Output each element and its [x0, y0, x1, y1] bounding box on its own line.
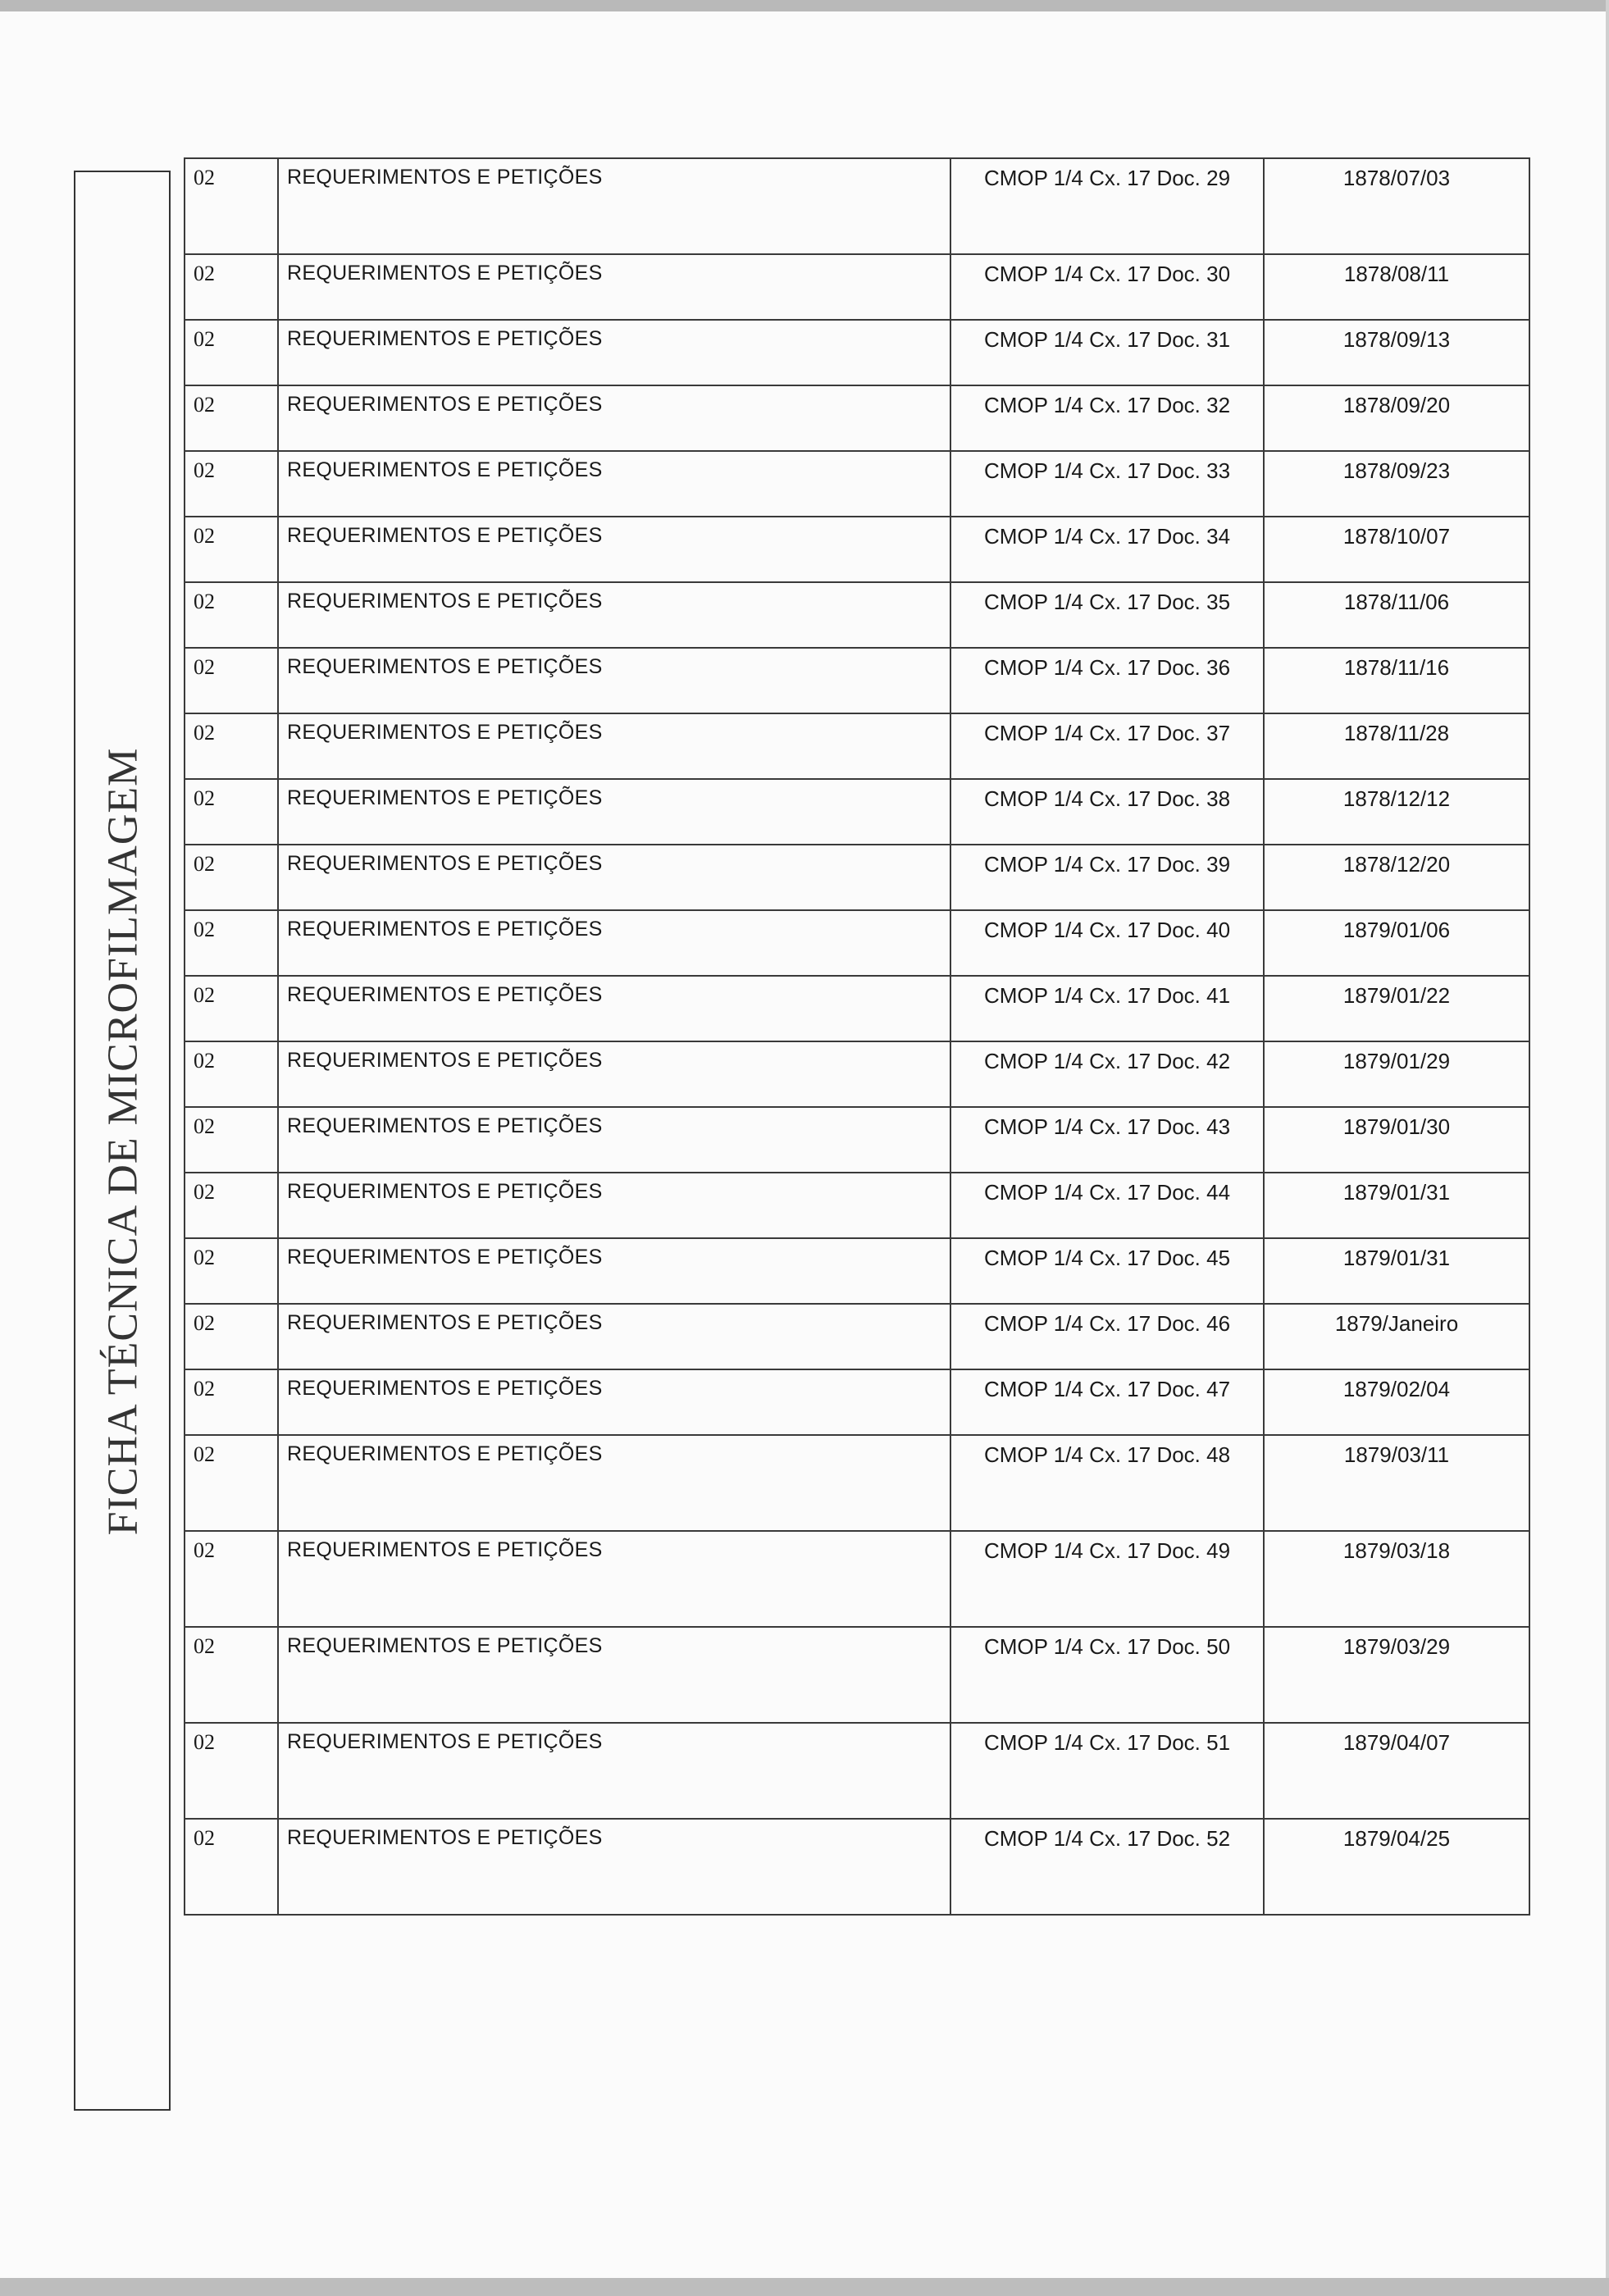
table-row — [185, 1435, 1529, 1531]
table-row — [185, 320, 1529, 385]
row-reference: CMOP 1/4 Cx. 17 Doc. 42 — [950, 1041, 1264, 1107]
row-date: 1879/03/18 — [1264, 1531, 1529, 1627]
row-subject: REQUERIMENTOS E PETIÇÕES — [278, 582, 950, 648]
row-reference: CMOP 1/4 Cx. 17 Doc. 33 — [950, 451, 1264, 517]
row-reference: CMOP 1/4 Cx. 17 Doc. 34 — [950, 517, 1264, 582]
table-row — [185, 582, 1529, 648]
row-code: 02 — [185, 320, 278, 385]
row-code: 02 — [185, 254, 278, 320]
row-date: 1879/02/04 — [1264, 1369, 1529, 1435]
row-subject: REQUERIMENTOS E PETIÇÕES — [278, 845, 950, 910]
row-code: 02 — [185, 385, 278, 451]
row-date: 1879/03/29 — [1264, 1627, 1529, 1723]
document-table — [184, 157, 1530, 1916]
row-code: 02 — [185, 976, 278, 1041]
document-table-body — [185, 158, 1529, 1915]
row-reference: CMOP 1/4 Cx. 17 Doc. 50 — [950, 1627, 1264, 1723]
row-code: 02 — [185, 582, 278, 648]
row-date: 1879/04/07 — [1264, 1723, 1529, 1819]
row-reference: CMOP 1/4 Cx. 17 Doc. 43 — [950, 1107, 1264, 1173]
table-row — [185, 1238, 1529, 1304]
table-row — [185, 1723, 1529, 1819]
row-date: 1878/09/13 — [1264, 320, 1529, 385]
row-reference: CMOP 1/4 Cx. 17 Doc. 51 — [950, 1723, 1264, 1819]
table-row — [185, 976, 1529, 1041]
table-row — [185, 845, 1529, 910]
row-date: 1878/09/23 — [1264, 451, 1529, 517]
row-subject: REQUERIMENTOS E PETIÇÕES — [278, 254, 950, 320]
row-date: 1879/01/30 — [1264, 1107, 1529, 1173]
row-subject: REQUERIMENTOS E PETIÇÕES — [278, 1238, 950, 1304]
scan-edge-bottom — [0, 2278, 1609, 2296]
row-code: 02 — [185, 1369, 278, 1435]
row-code: 02 — [185, 1173, 278, 1238]
row-subject: REQUERIMENTOS E PETIÇÕES — [278, 158, 950, 254]
row-code: 02 — [185, 1819, 278, 1915]
row-subject: REQUERIMENTOS E PETIÇÕES — [278, 517, 950, 582]
row-subject: REQUERIMENTOS E PETIÇÕES — [278, 320, 950, 385]
table-row — [185, 385, 1529, 451]
row-code: 02 — [185, 648, 278, 713]
row-subject: REQUERIMENTOS E PETIÇÕES — [278, 976, 950, 1041]
row-date: 1879/01/31 — [1264, 1173, 1529, 1238]
row-date: 1879/01/31 — [1264, 1238, 1529, 1304]
row-date: 1878/12/20 — [1264, 845, 1529, 910]
row-code: 02 — [185, 845, 278, 910]
row-code: 02 — [185, 1723, 278, 1819]
table-row — [185, 648, 1529, 713]
row-date: 1878/08/11 — [1264, 254, 1529, 320]
row-code: 02 — [185, 1435, 278, 1531]
row-date: 1879/04/25 — [1264, 1819, 1529, 1915]
table-row — [185, 158, 1529, 254]
row-subject: REQUERIMENTOS E PETIÇÕES — [278, 1041, 950, 1107]
row-subject: REQUERIMENTOS E PETIÇÕES — [278, 1435, 950, 1531]
table-row — [185, 1819, 1529, 1915]
row-date: 1878/09/20 — [1264, 385, 1529, 451]
row-subject: REQUERIMENTOS E PETIÇÕES — [278, 713, 950, 779]
row-subject: REQUERIMENTOS E PETIÇÕES — [278, 385, 950, 451]
row-reference: CMOP 1/4 Cx. 17 Doc. 46 — [950, 1304, 1264, 1369]
row-reference: CMOP 1/4 Cx. 17 Doc. 47 — [950, 1369, 1264, 1435]
row-reference: CMOP 1/4 Cx. 17 Doc. 32 — [950, 385, 1264, 451]
row-subject: REQUERIMENTOS E PETIÇÕES — [278, 910, 950, 976]
row-subject: REQUERIMENTOS E PETIÇÕES — [278, 451, 950, 517]
row-reference: CMOP 1/4 Cx. 17 Doc. 35 — [950, 582, 1264, 648]
row-reference: CMOP 1/4 Cx. 17 Doc. 38 — [950, 779, 1264, 845]
row-code: 02 — [185, 1531, 278, 1627]
row-subject: REQUERIMENTOS E PETIÇÕES — [278, 1173, 950, 1238]
row-reference: CMOP 1/4 Cx. 17 Doc. 44 — [950, 1173, 1264, 1238]
scan-edge-right — [1606, 0, 1609, 2296]
row-reference: CMOP 1/4 Cx. 17 Doc. 30 — [950, 254, 1264, 320]
row-date: 1878/12/12 — [1264, 779, 1529, 845]
row-reference: CMOP 1/4 Cx. 17 Doc. 52 — [950, 1819, 1264, 1915]
row-code: 02 — [185, 1238, 278, 1304]
row-reference: CMOP 1/4 Cx. 17 Doc. 48 — [950, 1435, 1264, 1531]
table-row — [185, 1531, 1529, 1627]
row-code: 02 — [185, 1107, 278, 1173]
scan-edge-top — [0, 0, 1609, 11]
table-row — [185, 910, 1529, 976]
row-code: 02 — [185, 1304, 278, 1369]
row-date: 1879/03/11 — [1264, 1435, 1529, 1531]
row-date: 1879/01/06 — [1264, 910, 1529, 976]
table-row — [185, 517, 1529, 582]
row-subject: REQUERIMENTOS E PETIÇÕES — [278, 1819, 950, 1915]
row-subject: REQUERIMENTOS E PETIÇÕES — [278, 648, 950, 713]
row-code: 02 — [185, 713, 278, 779]
row-reference: CMOP 1/4 Cx. 17 Doc. 49 — [950, 1531, 1264, 1627]
row-date: 1878/11/28 — [1264, 713, 1529, 779]
table-row — [185, 1369, 1529, 1435]
table-row — [185, 1627, 1529, 1723]
table-row — [185, 1107, 1529, 1173]
table-row — [185, 1304, 1529, 1369]
row-date: 1878/11/06 — [1264, 582, 1529, 648]
row-reference: CMOP 1/4 Cx. 17 Doc. 31 — [950, 320, 1264, 385]
row-code: 02 — [185, 451, 278, 517]
table-row — [185, 713, 1529, 779]
row-code: 02 — [185, 779, 278, 845]
table-row — [185, 254, 1529, 320]
table-row — [185, 1041, 1529, 1107]
row-code: 02 — [185, 910, 278, 976]
row-code: 02 — [185, 158, 278, 254]
row-code: 02 — [185, 517, 278, 582]
row-subject: REQUERIMENTOS E PETIÇÕES — [278, 1627, 950, 1723]
side-label: FICHA TÉCNICA DE MICROFILMAGEM — [99, 747, 147, 1536]
row-reference: CMOP 1/4 Cx. 17 Doc. 41 — [950, 976, 1264, 1041]
row-subject: REQUERIMENTOS E PETIÇÕES — [278, 1723, 950, 1819]
row-reference: CMOP 1/4 Cx. 17 Doc. 40 — [950, 910, 1264, 976]
row-reference: CMOP 1/4 Cx. 17 Doc. 36 — [950, 648, 1264, 713]
row-date: 1879/01/22 — [1264, 976, 1529, 1041]
table-row — [185, 1173, 1529, 1238]
table-row — [185, 779, 1529, 845]
row-code: 02 — [185, 1041, 278, 1107]
row-date: 1879/01/29 — [1264, 1041, 1529, 1107]
row-subject: REQUERIMENTOS E PETIÇÕES — [278, 1107, 950, 1173]
row-date: 1878/07/03 — [1264, 158, 1529, 254]
row-reference: CMOP 1/4 Cx. 17 Doc. 29 — [950, 158, 1264, 254]
row-reference: CMOP 1/4 Cx. 17 Doc. 37 — [950, 713, 1264, 779]
row-reference: CMOP 1/4 Cx. 17 Doc. 45 — [950, 1238, 1264, 1304]
row-date: 1879/Janeiro — [1264, 1304, 1529, 1369]
row-subject: REQUERIMENTOS E PETIÇÕES — [278, 779, 950, 845]
table-row — [185, 451, 1529, 517]
row-code: 02 — [185, 1627, 278, 1723]
row-subject: REQUERIMENTOS E PETIÇÕES — [278, 1369, 950, 1435]
row-reference: CMOP 1/4 Cx. 17 Doc. 39 — [950, 845, 1264, 910]
row-subject: REQUERIMENTOS E PETIÇÕES — [278, 1304, 950, 1369]
row-date: 1878/10/07 — [1264, 517, 1529, 582]
row-subject: REQUERIMENTOS E PETIÇÕES — [278, 1531, 950, 1627]
row-date: 1878/11/16 — [1264, 648, 1529, 713]
